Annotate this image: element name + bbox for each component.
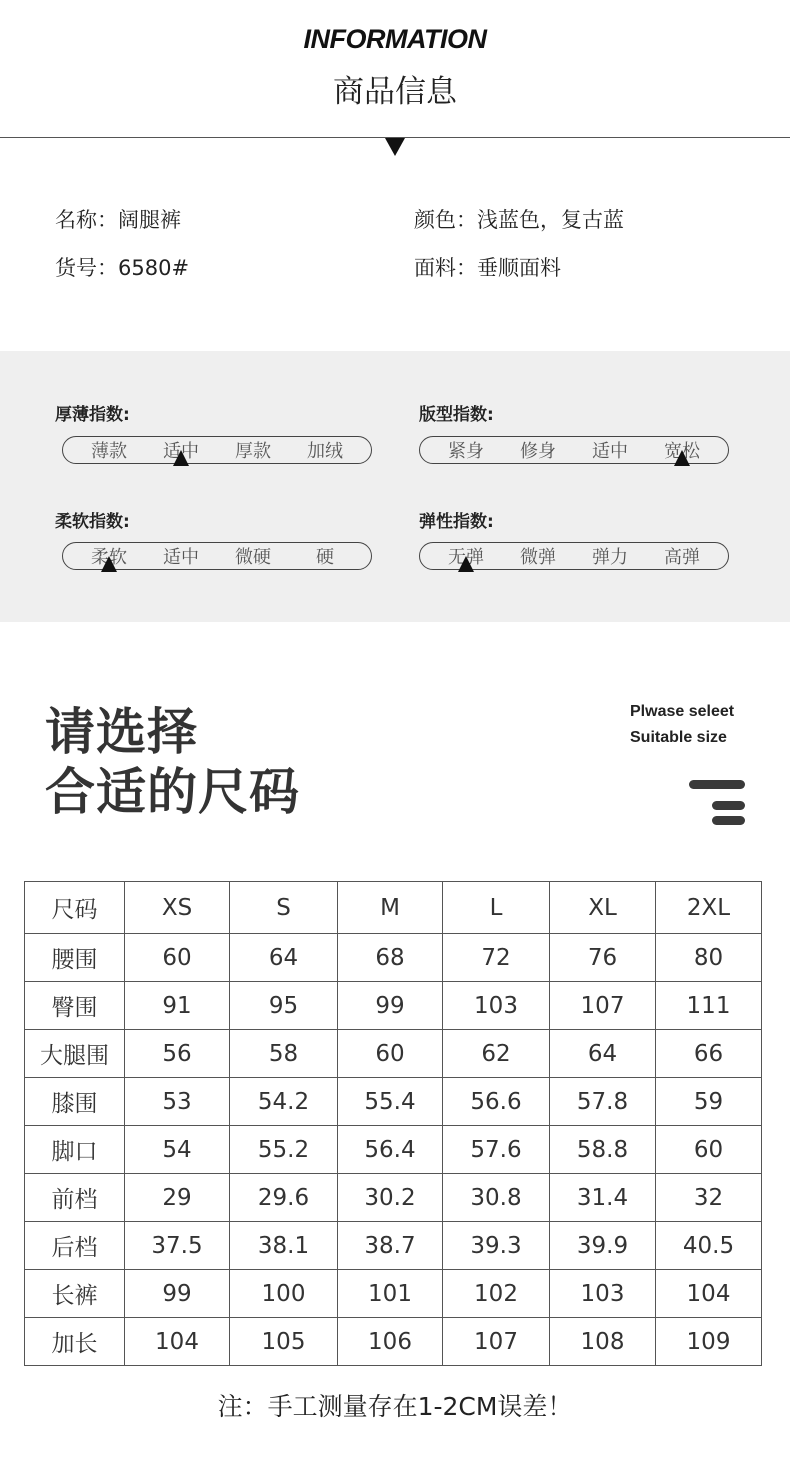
info-title: INFORMATION (303, 24, 487, 54)
table-cell: 108 (550, 1318, 656, 1366)
index-option: 宽松 (664, 441, 700, 462)
selected-marker-icon (101, 556, 117, 572)
table-cell: 62 (443, 1030, 550, 1078)
index-option: 高弹 (664, 547, 700, 568)
table-row (25, 1174, 762, 1222)
table-cell: 40.5 (656, 1222, 762, 1270)
size-heading-line2: 合适的尺码 (45, 763, 300, 821)
table-cell: 29 (125, 1174, 230, 1222)
table-cell: 56.6 (443, 1078, 550, 1126)
index-option: 弹力 (592, 547, 628, 568)
fit-index-title: 版型指数: (419, 405, 494, 425)
table-cell: 60 (338, 1030, 443, 1078)
table-cell: 102 (443, 1270, 550, 1318)
table-cell: 30.8 (443, 1174, 550, 1222)
table-cell: 95 (230, 982, 338, 1030)
table-cell: 104 (125, 1318, 230, 1366)
table-cell: 加长 (25, 1318, 125, 1366)
table-cell: 30.2 (338, 1174, 443, 1222)
down-pointer-icon (385, 138, 405, 156)
table-cell: 91 (125, 982, 230, 1030)
table-cell: 76 (550, 934, 656, 982)
elasticity-index-title: 弹性指数: (419, 512, 494, 532)
thickness-index-title: 厚薄指数: (55, 405, 130, 425)
table-cell: 68 (338, 934, 443, 982)
index-option: 紧身 (448, 441, 484, 462)
index-option: 微硬 (235, 547, 271, 568)
table-cell: 101 (338, 1270, 443, 1318)
selected-marker-icon (674, 450, 690, 466)
table-cell: 59 (656, 1078, 762, 1126)
table-cell: 55.4 (338, 1078, 443, 1126)
table-cell: 80 (656, 934, 762, 982)
table-cell: 64 (230, 934, 338, 982)
table-cell: 106 (338, 1318, 443, 1366)
product-fabric: 面料：垂顺面料 (414, 256, 561, 280)
table-cell: 53 (125, 1078, 230, 1126)
table-row (25, 1222, 762, 1270)
table-cell: 60 (656, 1126, 762, 1174)
product-name: 名称：阔腿裤 (55, 208, 181, 232)
index-option: 硬 (316, 547, 334, 568)
table-cell: 37.5 (125, 1222, 230, 1270)
index-option: 柔软 (91, 547, 127, 568)
table-cell: 99 (338, 982, 443, 1030)
table-cell: 109 (656, 1318, 762, 1366)
index-option: 适中 (163, 441, 199, 462)
table-header-cell: L (443, 882, 550, 934)
table-cell: 58.8 (550, 1126, 656, 1174)
table-cell: 31.4 (550, 1174, 656, 1222)
table-cell: 72 (443, 934, 550, 982)
table-cell: 56.4 (338, 1126, 443, 1174)
index-panel (0, 351, 790, 622)
table-row (25, 1030, 762, 1078)
index-option: 无弹 (448, 547, 484, 568)
index-option: 加绒 (307, 441, 343, 462)
index-option: 微弹 (520, 547, 556, 568)
index-option: 修身 (520, 441, 556, 462)
info-subtitle: 商品信息 (333, 74, 457, 110)
table-header-cell: XS (125, 882, 230, 934)
table-cell: 104 (656, 1270, 762, 1318)
selected-marker-icon (173, 450, 189, 466)
table-cell: 103 (550, 1270, 656, 1318)
table-cell: 111 (656, 982, 762, 1030)
table-cell: 38.1 (230, 1222, 338, 1270)
product-color: 颜色：浅蓝色，复古蓝 (414, 208, 624, 232)
menu-bars-icon (689, 780, 745, 789)
index-option: 厚款 (235, 441, 271, 462)
table-row (25, 982, 762, 1030)
table-header-cell: M (338, 882, 443, 934)
product-code: 货号：6580# (55, 256, 190, 280)
table-cell: 脚口 (25, 1126, 125, 1174)
softness-index-title: 柔软指数: (55, 512, 130, 532)
table-cell: 32 (656, 1174, 762, 1222)
table-cell: 100 (230, 1270, 338, 1318)
index-option: 薄款 (91, 441, 127, 462)
table-row (25, 934, 762, 982)
table-cell: 臀围 (25, 982, 125, 1030)
size-en-line1: Plwase seleet (630, 703, 735, 720)
menu-bars-icon (712, 816, 745, 825)
table-cell: 腰围 (25, 934, 125, 982)
table-cell: 57.8 (550, 1078, 656, 1126)
table-cell: 54 (125, 1126, 230, 1174)
size-table (24, 881, 762, 1366)
table-cell: 56 (125, 1030, 230, 1078)
table-cell: 55.2 (230, 1126, 338, 1174)
table-cell: 39.9 (550, 1222, 656, 1270)
table-header-cell: 2XL (656, 882, 762, 934)
table-cell: 103 (443, 982, 550, 1030)
table-cell: 膝围 (25, 1078, 125, 1126)
thickness-index-scale (62, 436, 372, 464)
table-cell: 107 (443, 1318, 550, 1366)
table-row (25, 1318, 762, 1366)
table-row (25, 1078, 762, 1126)
table-cell: 大腿围 (25, 1030, 125, 1078)
table-cell: 前档 (25, 1174, 125, 1222)
table-cell: 105 (230, 1318, 338, 1366)
index-option: 适中 (592, 441, 628, 462)
measurement-note: 注：手工测量存在1-2CM误差！ (217, 1392, 573, 1421)
table-row (25, 1270, 762, 1318)
table-cell: 29.6 (230, 1174, 338, 1222)
size-heading-line1: 请选择 (45, 703, 198, 761)
menu-bars-icon (712, 801, 745, 810)
table-cell: 38.7 (338, 1222, 443, 1270)
table-cell: 64 (550, 1030, 656, 1078)
table-cell: 长裤 (25, 1270, 125, 1318)
size-en-line2: Suitable size (630, 729, 727, 746)
table-cell: 99 (125, 1270, 230, 1318)
table-cell: 66 (656, 1030, 762, 1078)
table-header-cell: 尺码 (25, 882, 125, 934)
index-option: 适中 (163, 547, 199, 568)
table-cell: 60 (125, 934, 230, 982)
table-cell: 54.2 (230, 1078, 338, 1126)
selected-marker-icon (458, 556, 474, 572)
table-cell: 107 (550, 982, 656, 1030)
table-cell: 后档 (25, 1222, 125, 1270)
table-row (25, 1126, 762, 1174)
table-header-cell: S (230, 882, 338, 934)
table-cell: 57.6 (443, 1126, 550, 1174)
table-header-row (25, 882, 762, 934)
table-cell: 39.3 (443, 1222, 550, 1270)
table-header-cell: XL (550, 882, 656, 934)
table-cell: 58 (230, 1030, 338, 1078)
